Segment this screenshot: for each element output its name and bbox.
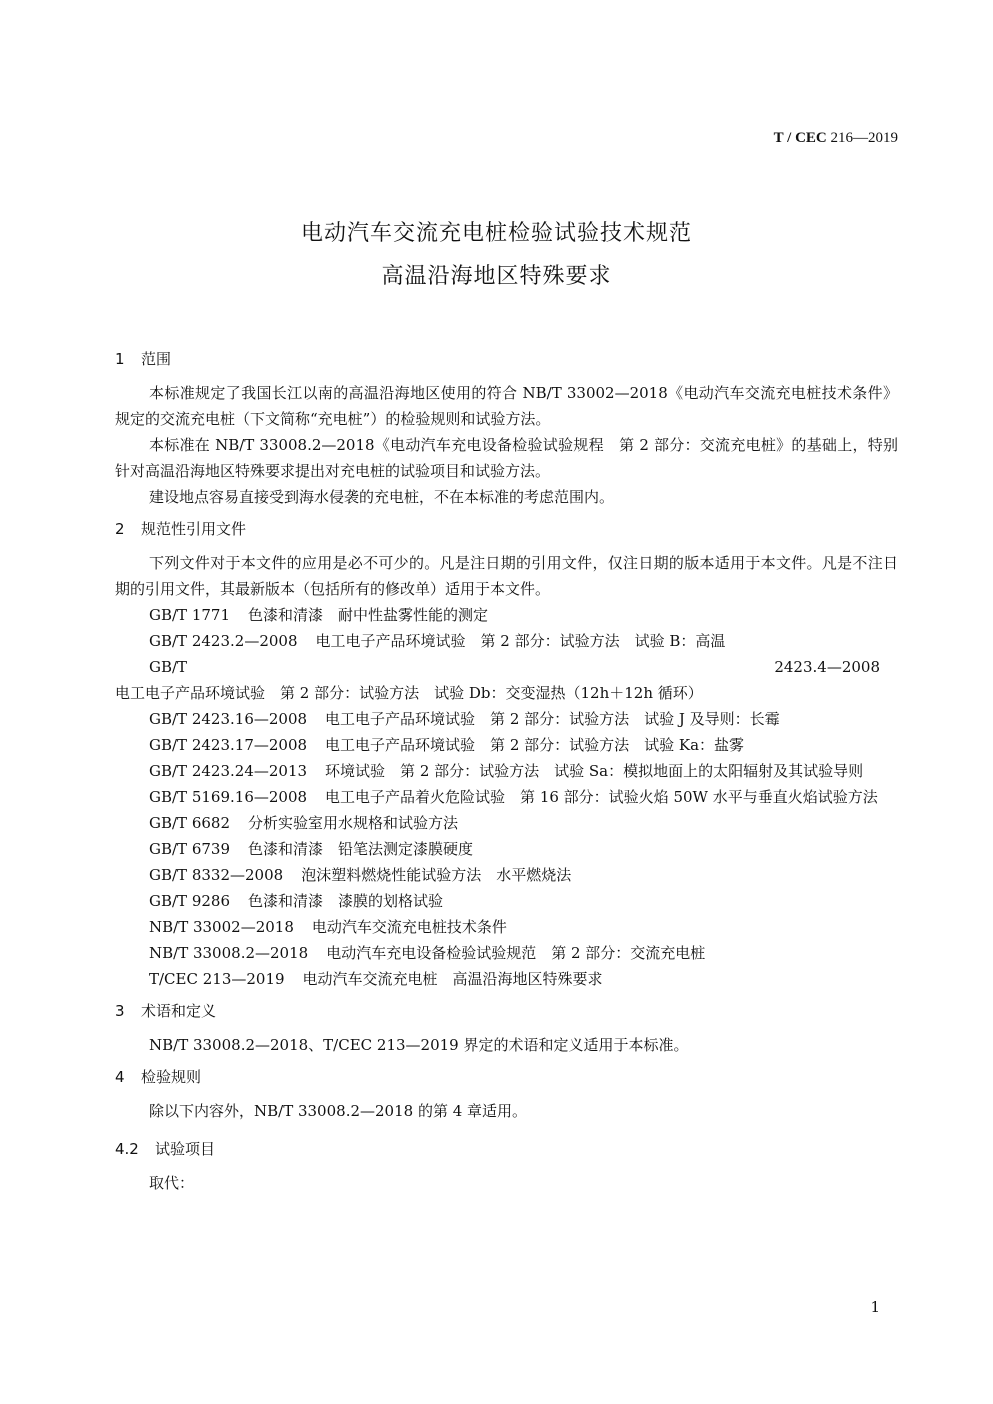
reference-item — [115, 810, 898, 836]
standard-prefix: T / CEC — [773, 130, 827, 146]
reference-code: GB/T 2423.4—2008 — [149, 658, 880, 676]
section-number: 4.2 — [115, 1140, 139, 1158]
reference-title: 电工电子产品环境试验 第 2 部分：试验方法 试验 Db：交变湿热（12h＋12h 循环） — [115, 684, 703, 702]
reference-item — [115, 888, 898, 914]
reference-title: 电动汽车交流充电桩 高温沿海地区特殊要求 — [302, 970, 603, 988]
paragraph: 取代： — [149, 1174, 195, 1192]
reference-item — [115, 628, 898, 654]
reference-title: 电动汽车充电设备检验试验规范 第 2 部分：交流充电桩 — [326, 944, 706, 962]
standard-code: 216—2019 — [830, 130, 898, 146]
reference-title: 色漆和清漆 漆膜的划格试验 — [248, 892, 444, 910]
reference-item — [115, 758, 898, 784]
page-number: 1 — [870, 1298, 880, 1316]
reference-code: GB/T 2423.2—2008 — [149, 632, 298, 650]
section-title: 规范性引用文件 — [141, 520, 247, 538]
reference-title: 电工电子产品环境试验 第 2 部分：试验方法 试验 Ka：盐雾 — [325, 736, 745, 754]
reference-title: 电工电子产品环境试验 第 2 部分：试验方法 试验 J 及导则：长霉 — [325, 710, 780, 728]
paragraph: 本标准在 NB/T 33008.2—2018《电动汽车充电设备检验试验规程 第 2 部分：交流充电桩》的基础上，特别针对高温沿海地区特殊要求提出对充电桩的试验项目和试验方法。 — [115, 436, 898, 480]
reference-title: 环境试验 第 2 部分：试验方法 试验 Sa：模拟地面上的太阳辐射及其试验导则 — [325, 762, 864, 780]
reference-code: GB/T 9286 — [149, 892, 231, 910]
section-number: 4 — [115, 1068, 125, 1086]
section-heading-scope — [115, 346, 898, 372]
reference-code: GB/T 1771 — [149, 606, 231, 624]
reference-code: GB/T 2423.17—2008 — [149, 736, 308, 754]
paragraph: 本标准规定了我国长江以南的高温沿海地区使用的符合 NB/T 33002—2018《电动汽车交流充电桩技术条件》规定的交流充电桩（下文简称“充电桩”）的检验规则和试验方法。 — [115, 384, 898, 428]
reference-item — [115, 862, 898, 888]
reference-code: GB/T 2423.24—2013 — [149, 762, 308, 780]
reference-title: 电工电子产品着火危险试验 第 16 部分：试验火焰 50W 水平与垂直火焰试验方法 — [325, 788, 878, 806]
paragraph: 下列文件对于本文件的应用是必不可少的。凡是注日期的引用文件，仅注日期的版本适用于本文件。凡是不注日期的引用文件，其最新版本（包括所有的修改单）适用于本文件。 — [115, 554, 898, 598]
section-title: 试验项目 — [155, 1140, 216, 1158]
reference-item — [115, 940, 898, 966]
reference-code: NB/T 33002—2018 — [149, 918, 294, 936]
reference-list — [115, 602, 898, 992]
reference-item — [115, 732, 898, 758]
reference-item — [115, 706, 898, 732]
document-body — [115, 346, 898, 1196]
reference-code: T/CEC 213—2019 — [149, 970, 285, 988]
section-heading-inspection-rules — [115, 1064, 898, 1090]
document-title: 电动汽车交流充电桩检验试验技术规范 — [300, 221, 692, 246]
section-number: 2 — [115, 520, 125, 538]
paragraph: 除以下内容外，NB/T 33008.2—2018 的第 4 章适用。 — [149, 1102, 528, 1120]
reference-item — [115, 836, 898, 862]
reference-item — [115, 914, 898, 940]
reference-title: 色漆和清漆 铅笔法测定漆膜硬度 — [248, 840, 474, 858]
document-subtitle: 高温沿海地区特殊要求 — [381, 264, 612, 289]
reference-title: 电动汽车交流充电桩技术条件 — [311, 918, 507, 936]
standard-number — [774, 130, 898, 147]
section-heading-test-items — [115, 1136, 898, 1162]
reference-code: NB/T 33008.2—2018 — [149, 944, 309, 962]
reference-code: GB/T 5169.16—2008 — [149, 788, 308, 806]
reference-code: GB/T 2423.16—2008 — [149, 710, 308, 728]
section-title: 术语和定义 — [141, 1002, 217, 1020]
section-title: 检验规则 — [141, 1068, 202, 1086]
section-heading-normative-references — [115, 516, 898, 542]
reference-code: GB/T 6682 — [149, 814, 231, 832]
paragraph: 建设地点容易直接受到海水侵袭的充电桩，不在本标准的考虑范围内。 — [149, 488, 615, 506]
reference-item — [115, 654, 898, 706]
section-title: 范围 — [141, 350, 172, 368]
section-number: 3 — [115, 1002, 125, 1020]
reference-item — [115, 966, 898, 992]
reference-title: 色漆和清漆 耐中性盐雾性能的测定 — [248, 606, 489, 624]
reference-title: 泡沫塑料燃烧性能试验方法 水平燃烧法 — [301, 866, 572, 884]
section-heading-terms — [115, 998, 898, 1024]
reference-code: GB/T 8332—2008 — [149, 866, 284, 884]
reference-code: GB/T 6739 — [149, 840, 231, 858]
section-number: 1 — [115, 350, 125, 368]
paragraph: NB/T 33008.2—2018、T/CEC 213—2019 界定的术语和定义适用于本标准。 — [149, 1036, 689, 1054]
reference-item — [115, 784, 898, 810]
reference-title: 电工电子产品环境试验 第 2 部分：试验方法 试验 B：高温 — [315, 632, 726, 650]
reference-title: 分析实验室用水规格和试验方法 — [248, 814, 459, 832]
reference-item — [115, 602, 898, 628]
